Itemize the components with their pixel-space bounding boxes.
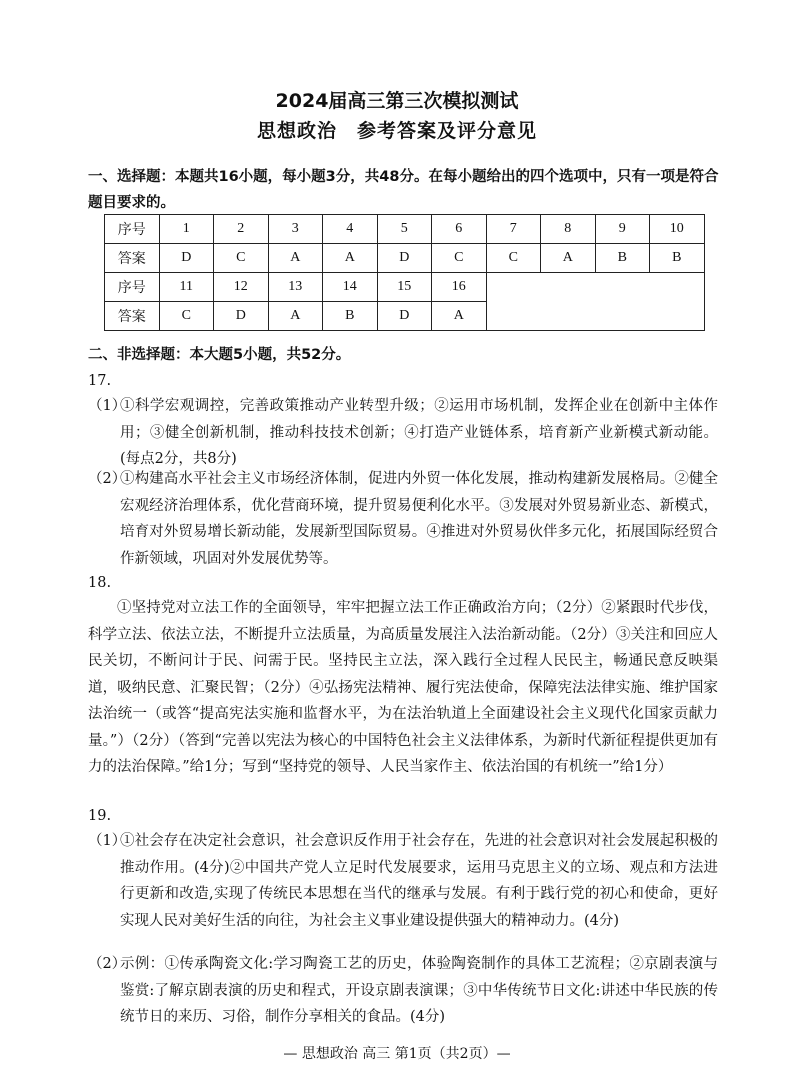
row-label: 答案 — [105, 302, 160, 331]
part-text: 示例：①传承陶瓷文化:学习陶瓷工艺的历史，体验陶瓷制作的具体工艺流程；②京剧表演与鉴赏:了解京剧表演的历史和程式，开设京剧表演课；③中华传统节日文化:讲述中华民族的传统节日的来历、习俗，制作分享相关的食品。(4分) — [120, 956, 718, 1025]
row-label: 答案 — [105, 244, 160, 273]
answer-cell: B — [650, 244, 705, 273]
row-label: 序号 — [105, 273, 160, 302]
question-17-part1 — [88, 393, 718, 473]
answer-cell: A — [268, 302, 323, 331]
question-18-number: 18. — [88, 575, 112, 591]
question-number-cell: 9 — [595, 215, 650, 244]
part-text: ①构建高水平社会主义市场经济体制，促进内外贸一体化发展，推动构建新发展格局。②健全宏观经济治理体系，优化营商环境，提升贸易便利化水平。③发展对外贸易新业态、新模式，培育对外贸易增长新动能，发展新型国际贸易。④推进对外贸易伙伴多元化，拓展国际经贸合作新领域，巩固对外发展优势等。 — [120, 471, 718, 567]
answer-cell: A — [432, 302, 487, 331]
answer-cell: C — [486, 244, 541, 273]
question-17-number: 17. — [88, 373, 112, 389]
question-number-cell: 11 — [159, 273, 214, 302]
question-19-part1 — [88, 828, 718, 934]
table-row — [105, 215, 705, 244]
page-title: 2024届高三第三次模拟测试 — [275, 90, 519, 112]
question-number-cell: 8 — [541, 215, 596, 244]
answer-cell: D — [377, 244, 432, 273]
answer-cell: D — [159, 244, 214, 273]
question-number-cell: 4 — [323, 215, 378, 244]
question-number-cell: 14 — [323, 273, 378, 302]
table-row — [105, 244, 705, 273]
question-number-cell: 15 — [377, 273, 432, 302]
part-number: （2） — [88, 956, 127, 972]
question-18-text: ①坚持党对立法工作的全面领导，牢牢把握立法工作正确政治方向；（2分）②紧跟时代步伐，科学立法、依法立法，不断提升立法质量，为高质量发展注入法治新动能。（2分）③关注和回应人民关切，不断问计于民、问需于民。坚持民主立法，深入践行全过程人民民主，畅通民意反映渠道，吸纳民意、汇聚民智；（2分）④弘扬宪法精神、履行宪法使命，保障宪法法律实施、维护国家法治统一（或答“提高宪法实施和监督水平，为在法治轨道上全面建设社会主义现代化国家贡献力量。”）（2分）（答到“完善以宪法为核心的中国特色社会主义法律体系，为新时代新征程提供更加有力的法治保障。”给1分；写到“坚持党的领导、人民当家作主、依法治国的有机统一”给1分） — [88, 600, 718, 775]
answer-cell: C — [214, 244, 269, 273]
question-number-cell: 12 — [214, 273, 269, 302]
part-text: ①科学宏观调控，完善政策推动产业转型升级；②运用市场机制，发挥企业在创新中主体作用；③健全创新机制，推动科技技术创新；④打造产业链体系，培育新产业新模式新动能。(每点2分，共8分) — [120, 398, 718, 467]
answer-cell: B — [323, 302, 378, 331]
question-19-part2 — [88, 951, 718, 1031]
part-text: ①社会存在决定社会意识，社会意识反作用于社会存在，先进的社会意识对社会发展起积极的推动作用。(4分)②中国共产党人立足时代发展要求，运用马克思主义的立场、观点和方法进行更新和改造,实现了传统民本思想在当代的继承与发展。有利于践行党的初心和使命，更好实现人民对美好生活的向往，为社会主义事业建设提供强大的精神动力。(4分) — [120, 833, 718, 929]
question-number-cell: 5 — [377, 215, 432, 244]
question-number-cell: 6 — [432, 215, 487, 244]
question-number-cell: 1 — [159, 215, 214, 244]
question-17-part2 — [88, 466, 718, 572]
part-number: （1） — [88, 833, 127, 849]
section2-heading: 二、非选择题：本大题5小题，共52分。 — [88, 347, 351, 363]
section1-heading: 一、选择题：本题共16小题，每小题3分，共48分。在每小题给出的四个选项中，只有一项是符合题目要求的。 — [88, 169, 719, 211]
answer-cell: A — [541, 244, 596, 273]
question-19-number: 19. — [88, 808, 112, 824]
empty-cell — [486, 273, 704, 331]
answer-table — [104, 214, 705, 331]
question-number-cell: 10 — [650, 215, 705, 244]
table-row — [105, 273, 705, 302]
answer-cell: C — [159, 302, 214, 331]
page-footer: — 思想政治 高三 第1页（共2页）— — [283, 1046, 511, 1062]
part-number: （1） — [88, 398, 127, 414]
question-number-cell: 13 — [268, 273, 323, 302]
answer-cell: D — [214, 302, 269, 331]
answer-cell: C — [432, 244, 487, 273]
part-number: （2） — [88, 471, 127, 487]
row-label: 序号 — [105, 215, 160, 244]
question-number-cell: 3 — [268, 215, 323, 244]
answer-cell: B — [595, 244, 650, 273]
answer-cell: A — [323, 244, 378, 273]
question-number-cell: 2 — [214, 215, 269, 244]
answer-cell: A — [268, 244, 323, 273]
page-subtitle: 思想政治 参考答案及评分意见 — [256, 120, 537, 142]
question-number-cell: 7 — [486, 215, 541, 244]
question-number-cell: 16 — [432, 273, 487, 302]
answer-cell: D — [377, 302, 432, 331]
